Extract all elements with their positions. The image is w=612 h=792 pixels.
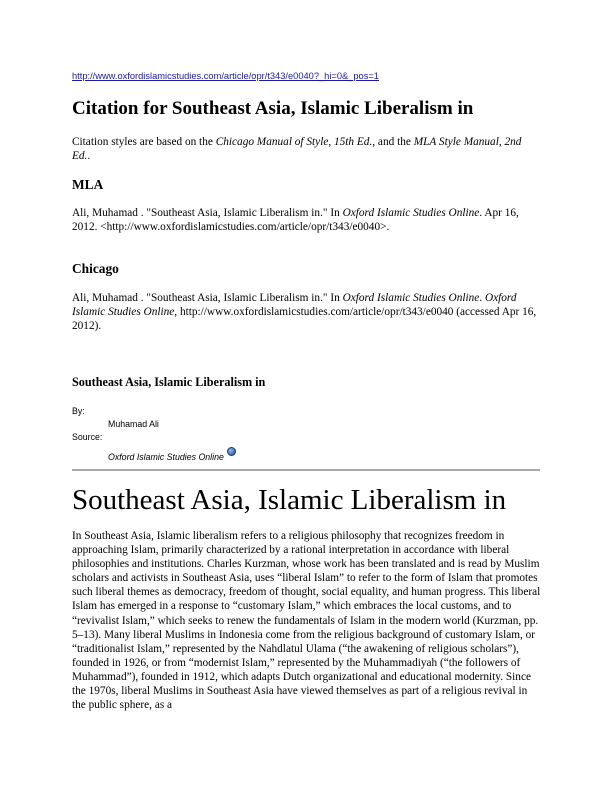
citation-title: Citation for Southeast Asia, Islamic Liberalism in [72, 98, 474, 119]
styles-note-prefix: Citation styles are based on the [72, 136, 216, 148]
source-url-link[interactable]: http://www.oxfordislamicstudies.com/article/opr/t343/e0040?_hi=0&_pos=1 [72, 71, 379, 81]
section-divider [72, 469, 540, 471]
article-body: In Southeast Asia, Islamic liberalism refers to a religious philosophy that recognizes freedom in approaching Islam, primarily characterized by a rational interpretation in accordance with liberal philosophies and institutions. Charles Kurzman, whose work has been translated and is read by Muslim scholars and activists in Southeast Asia, uses “liberal Islam” to refer to the form of Islam that promotes such liberal themes as democracy, freedom of thought, social equality, and human progress. This liberal Islam has emerged in a response to “customary Islam,” which embraces the local customs, and to “revivalist Islam,” which seeks to renew the fundamentals of Islam in the modern world (Kurzman, pp. 5–13). Many liberal Muslims in Indonesia come from the religious background of customary Islam, or “traditionalist Islam,” represented by the Nahdlatul Ulama (“the awakening of religious scholars”), founded in 1926, or from “modernist Islam,” represented by the Muhammadiyah (“the followers of Muhammad”), founded in 1912, which adapts Dutch organizational and educational modernity. Since the 1970s, liberal Muslims in Southeast Asia have viewed themselves as part of a religious revival in the public sphere, as a [72, 530, 541, 712]
chicago-heading: Chicago [72, 261, 119, 276]
chicago-citation [72, 291, 542, 333]
by-label: By: [72, 406, 85, 416]
article-small-title: Southeast Asia, Islamic Liberalism in [72, 375, 266, 389]
mla-text-1: Ali, Muhamad . "Southeast Asia, Islamic Liberalism in." In [72, 207, 343, 219]
mla-source: Oxford Islamic Studies Online [342, 207, 480, 219]
chicago-text-3: , http://www.oxfordislamicstudies.com/article/opr/t343/e0040 (accessed Apr 16, 2012). [72, 306, 537, 332]
styles-note-suffix: . [87, 150, 91, 162]
mla-heading: MLA [72, 177, 104, 192]
chicago-manual-title: Chicago Manual of Style, 15th Ed. [215, 136, 373, 148]
styles-note-middle: , and the [372, 136, 414, 148]
source-name: Oxford Islamic Studies Online [108, 452, 224, 462]
citation-styles-note [72, 135, 542, 163]
mla-manual-title: MLA Style Manual, 2nd Ed. [72, 136, 522, 162]
mla-text-2: . Apr 16, 2012. <http://www.oxfordislamicstudies.com/article/opr/t343/e0040>. [72, 207, 519, 233]
chicago-source-2: Oxford Islamic Studies Online [72, 292, 517, 318]
info-icon[interactable] [227, 447, 236, 456]
author-name: Muhamad Ali [108, 419, 159, 429]
source-line [108, 447, 236, 462]
chicago-text-1: Ali, Muhamad . "Southeast Asia, Islamic Liberalism in." In [72, 292, 343, 304]
chicago-source: Oxford Islamic Studies Online [342, 292, 480, 304]
chicago-text-2: . [479, 292, 485, 304]
mla-citation [72, 206, 542, 234]
source-label: Source: [72, 432, 103, 442]
article-title: Southeast Asia, Islamic Liberalism in [72, 484, 507, 516]
